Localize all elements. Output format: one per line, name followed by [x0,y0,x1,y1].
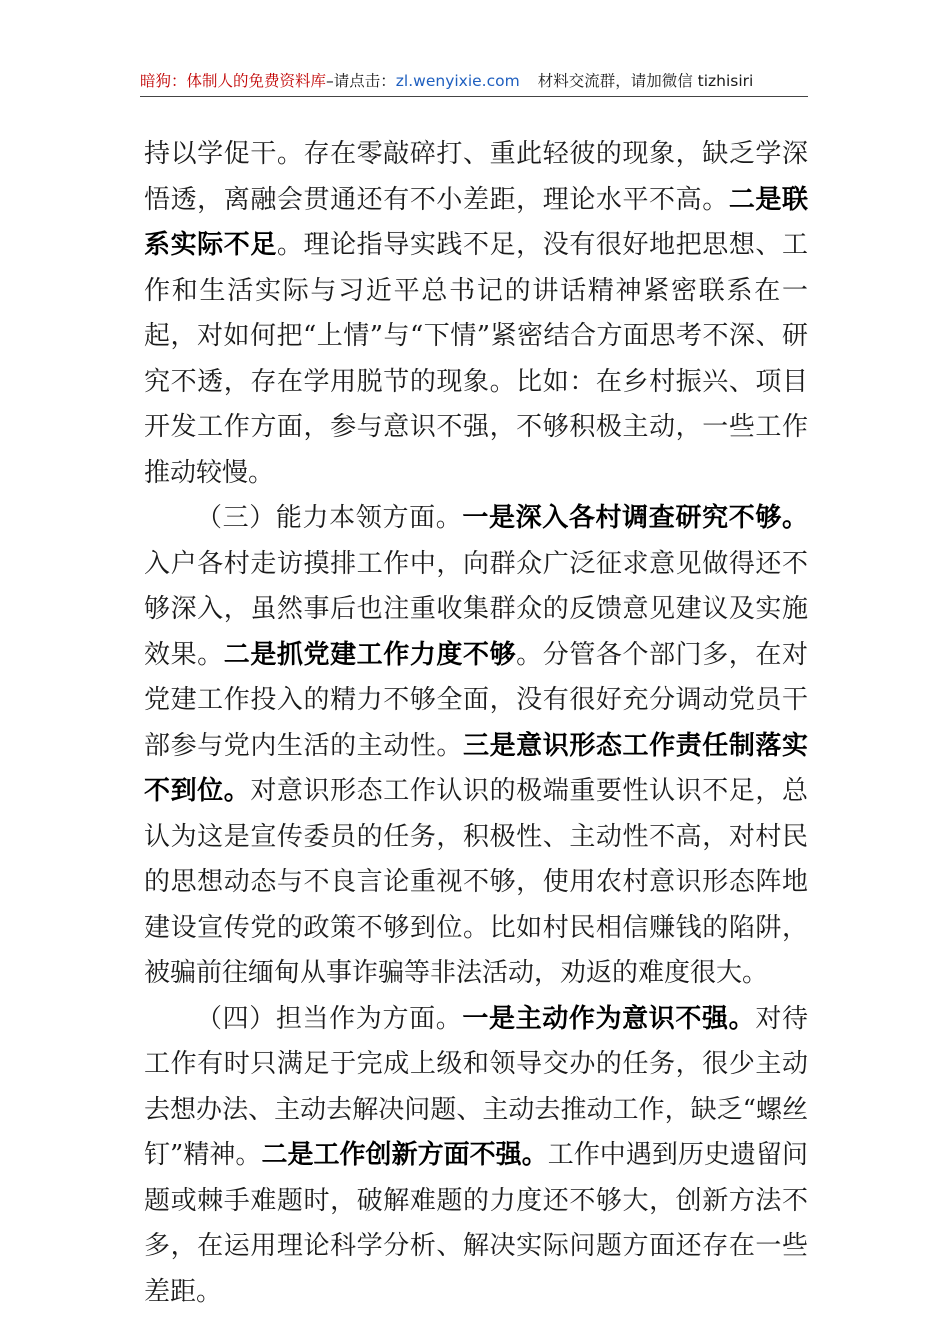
paragraph-run: 工作中遇到历史遗留问题或棘手难题时，破解难题的力度还不够大，创新方法不多，在运用理论科学分析、解决实际问题方面还存在一些差距。 [144,1140,808,1307]
paragraph-responsibility [144,997,808,1316]
paragraph-run: 。理论指导实践不足，没有很好地把思想、工作和生活实际与习近平总书记的讲话精神紧密联系在一起，对如何把“上情”与“下情”紧密结合方面思考不深、研究不透，存在学用脱节的现象。比如：在乡村振兴、项目开发工作方面，参与意识不强，不够积极主动，一些工作推动较慢。 [144,230,808,488]
paragraph-run: 入户各村走访摸排工作中，向群众广泛征求意见做得还不够深入，虽然事后也注重收集群众的反馈意见建议及实施效果。 [144,548,808,670]
paragraph-1 [144,132,808,496]
header-wechat-note: 材料交流群，请加微信 tizhisiri [537,72,754,90]
header-click-label: –请点击： [326,72,396,90]
paragraph-ability [144,496,808,997]
paragraph-run-bold: 二是联系实际不足 [144,184,808,260]
document-body [144,132,808,1315]
paragraph-run-bold: 二是工作创新方面不强。 [261,1140,548,1170]
paragraph-run: 对待工作有时只满足于完成上级和领导交办的任务，很少主动去想办法、主动去解决问题、主动去推动工作，缺乏“螺丝钉”精神。 [144,1003,808,1170]
header-url-link[interactable]: zl.wenyixie.com [395,72,520,90]
page-header [140,66,808,97]
paragraph-run-bold: 二是抓党建工作力度不够 [223,639,517,670]
section-heading-4: （四）担当作为方面。 [196,1003,463,1034]
paragraph-run-bold: 一是深入各村调查研究不够。 [462,503,808,533]
section-heading-3: （三）能力本领方面。 [196,503,463,533]
paragraph-run-bold: 一是主动作为意识不强。 [462,1003,756,1034]
paragraph-run: 持以学促干。存在零敲碎打、重此轻彼的现象，缺乏学深悟透，离融会贯通还有不小差距，理论水平不高。 [144,139,808,215]
header-site-name: 暗狗：体制人的免费资料库 [140,72,327,90]
paragraph-run-bold: 三是意识形态工作责任制落实不到位。 [144,730,808,806]
paragraph-run: 。分管各个部门多，在对党建工作投入的精力不够全面，没有很好充分调动党员干部参与党内生活的主动性。 [144,639,808,761]
paragraph-run: 对意识形态工作认识的极端重要性认识不足，总认为这是宣传委员的任务，积极性、主动性不高，对村民的思想动态与不良言论重视不够，使用农村意识形态阵地建设宣传党的政策不够到位。比如村民相信赚钱的陷阱，被骗前往缅甸从事诈骗等非法活动，劝返的难度很大。 [144,776,808,988]
